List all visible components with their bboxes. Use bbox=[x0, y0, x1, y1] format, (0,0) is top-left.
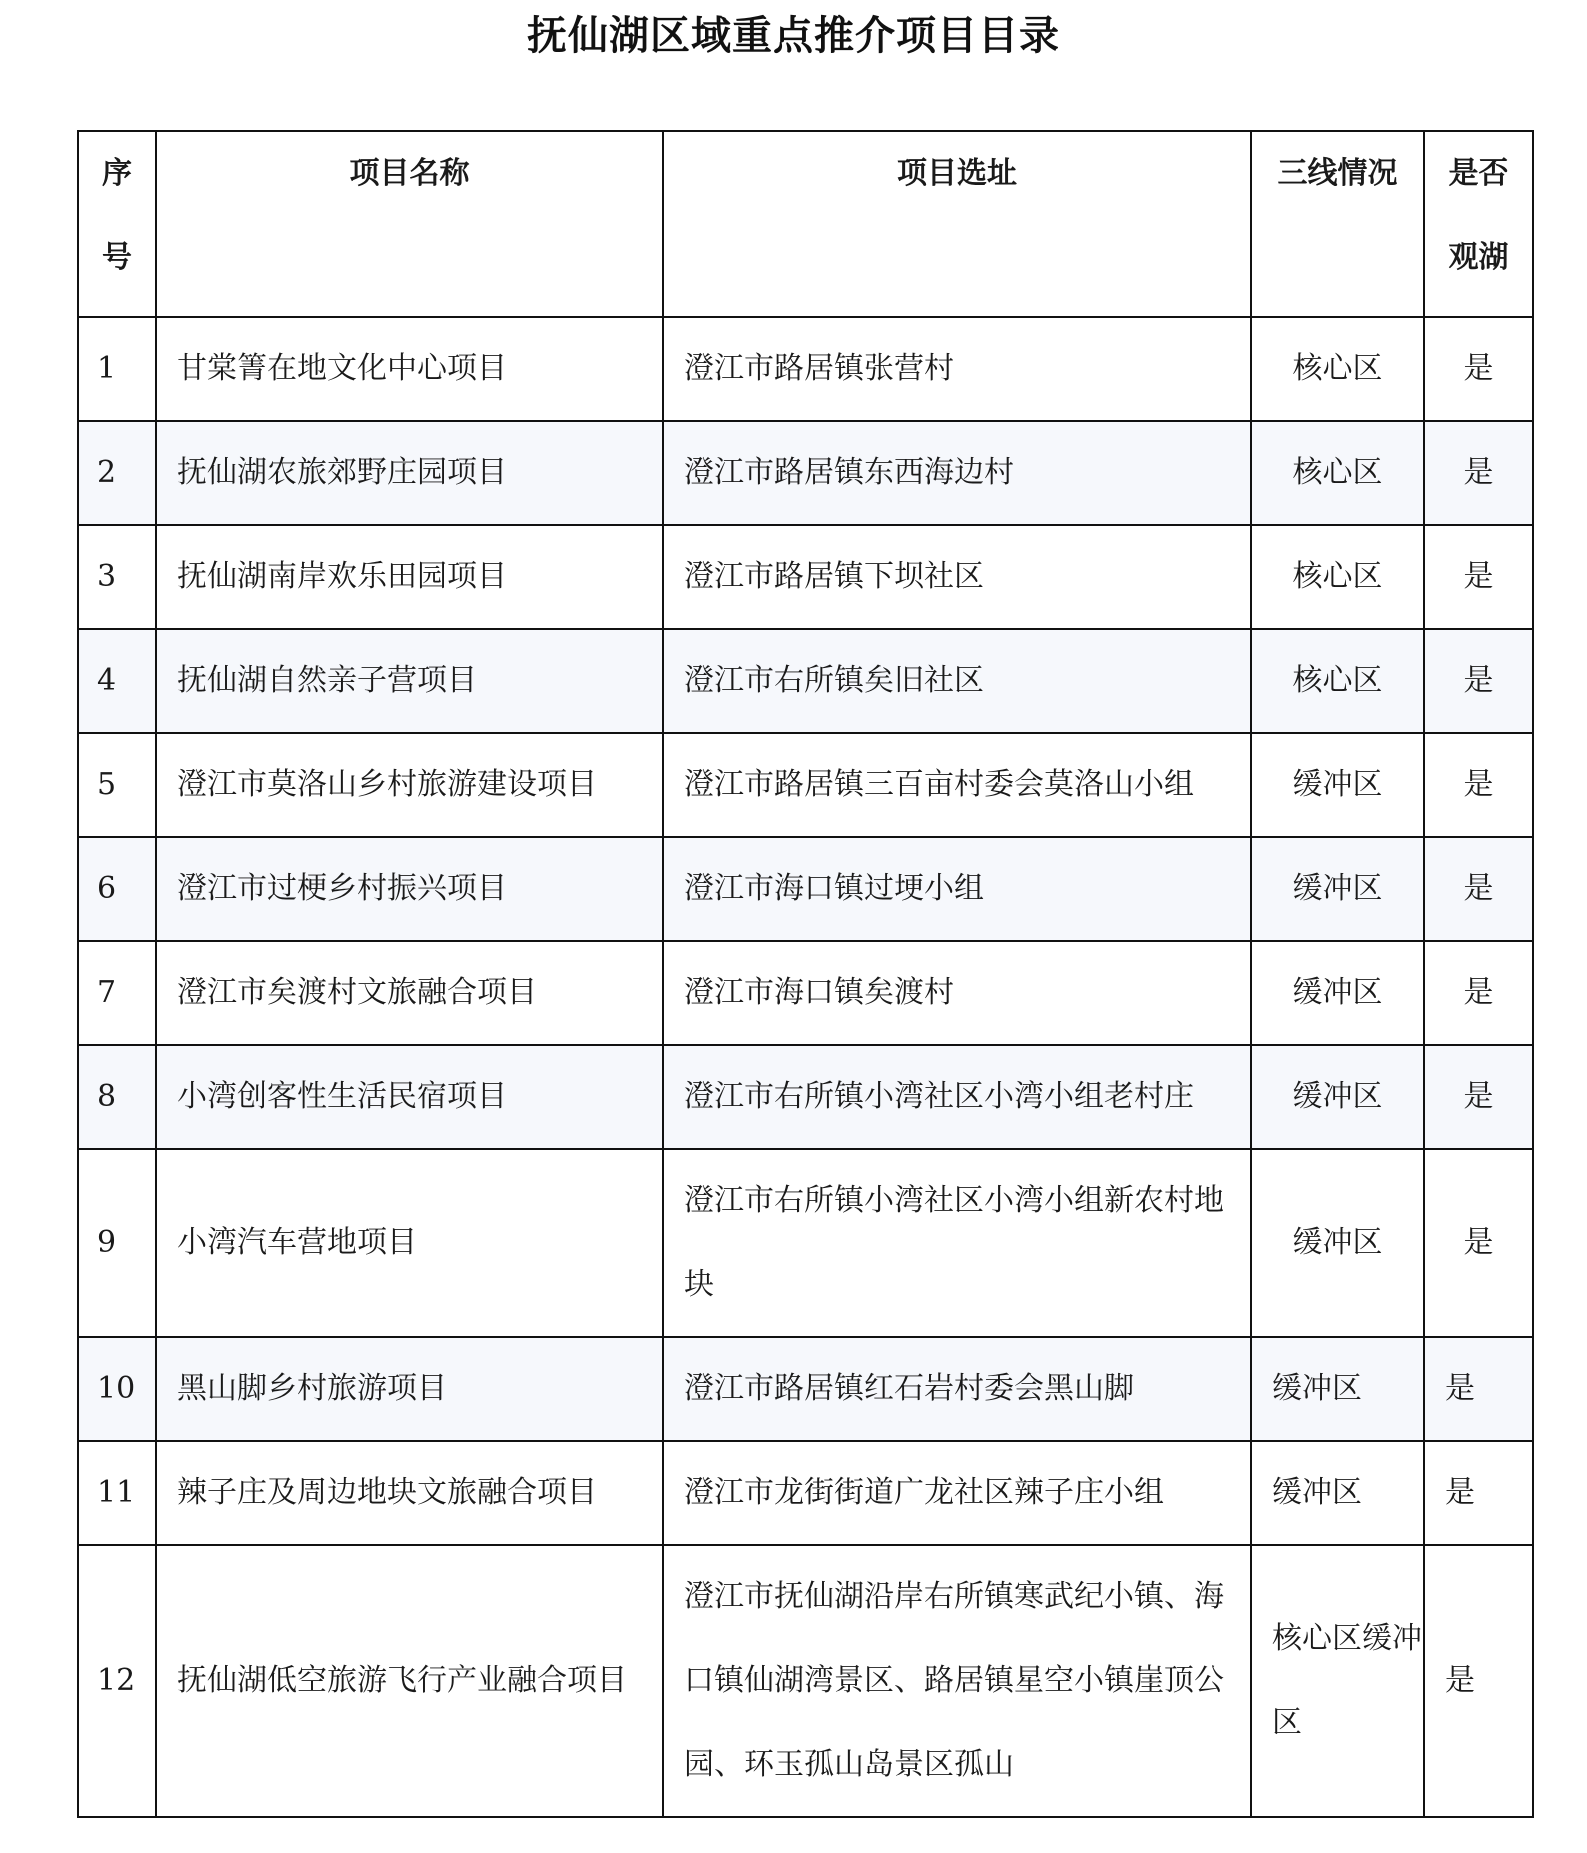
cell-serial-number: 8 bbox=[78, 1045, 156, 1149]
cell-three-line-status: 核心区 bbox=[1251, 421, 1424, 525]
cell-serial-number: 10 bbox=[78, 1337, 156, 1441]
header-lake-view bbox=[1424, 131, 1533, 317]
cell-serial-number: 12 bbox=[78, 1545, 156, 1817]
table-header-row bbox=[78, 131, 1533, 317]
cell-project-name: 黑山脚乡村旅游项目 bbox=[156, 1337, 663, 1441]
cell-three-line-status: 缓冲区 bbox=[1251, 1441, 1424, 1545]
cell-three-line-status: 缓冲区 bbox=[1251, 733, 1424, 837]
cell-lake-view: 是 bbox=[1424, 1149, 1533, 1337]
cell-project-name: 小湾创客性生活民宿项目 bbox=[156, 1045, 663, 1149]
table-row bbox=[78, 1149, 1533, 1337]
cell-project-site: 澄江市右所镇小湾社区小湾小组老村庄 bbox=[663, 1045, 1251, 1149]
cell-lake-view: 是 bbox=[1424, 629, 1533, 733]
table-row bbox=[78, 1545, 1533, 1817]
cell-serial-number: 4 bbox=[78, 629, 156, 733]
table-row bbox=[78, 629, 1533, 733]
cell-project-site: 澄江市路居镇三百亩村委会莫洛山小组 bbox=[663, 733, 1251, 837]
table-row bbox=[78, 837, 1533, 941]
table-row bbox=[78, 1045, 1533, 1149]
cell-three-line-status: 缓冲区 bbox=[1251, 1337, 1424, 1441]
header-serial-number bbox=[78, 131, 156, 317]
cell-project-name: 澄江市矣渡村文旅融合项目 bbox=[156, 941, 663, 1045]
cell-three-line-status: 核心区 bbox=[1251, 317, 1424, 421]
cell-project-name: 小湾汽车营地项目 bbox=[156, 1149, 663, 1337]
cell-project-site: 澄江市路居镇东西海边村 bbox=[663, 421, 1251, 525]
cell-lake-view: 是 bbox=[1424, 837, 1533, 941]
cell-project-site: 澄江市右所镇小湾社区小湾小组新农村地块 bbox=[663, 1149, 1251, 1337]
header-lake-view-line-2: 观湖 bbox=[1448, 240, 1509, 275]
table-row bbox=[78, 421, 1533, 525]
cell-serial-number: 7 bbox=[78, 941, 156, 1045]
table-row bbox=[78, 525, 1533, 629]
cell-three-line-status: 缓冲区 bbox=[1251, 1149, 1424, 1337]
header-lake-view-line-1: 是否 bbox=[1448, 156, 1509, 191]
cell-lake-view: 是 bbox=[1424, 941, 1533, 1045]
cell-three-line-status: 缓冲区 bbox=[1251, 1045, 1424, 1149]
cell-project-site: 澄江市右所镇矣旧社区 bbox=[663, 629, 1251, 733]
header-serial-line-2: 号 bbox=[102, 240, 132, 275]
cell-three-line-status: 核心区 bbox=[1251, 525, 1424, 629]
cell-project-site: 澄江市海口镇矣渡村 bbox=[663, 941, 1251, 1045]
cell-project-site: 澄江市路居镇下坝社区 bbox=[663, 525, 1251, 629]
cell-serial-number: 11 bbox=[78, 1441, 156, 1545]
cell-lake-view: 是 bbox=[1424, 1045, 1533, 1149]
table-row bbox=[78, 317, 1533, 421]
cell-lake-view: 是 bbox=[1424, 1545, 1533, 1817]
cell-project-name: 甘棠箐在地文化中心项目 bbox=[156, 317, 663, 421]
cell-lake-view: 是 bbox=[1424, 733, 1533, 837]
project-catalog-table bbox=[77, 130, 1534, 1818]
header-serial-line-1: 序 bbox=[102, 156, 132, 191]
cell-three-line-status: 缓冲区 bbox=[1251, 941, 1424, 1045]
cell-lake-view: 是 bbox=[1424, 421, 1533, 525]
cell-project-name: 澄江市过梗乡村振兴项目 bbox=[156, 837, 663, 941]
cell-serial-number: 2 bbox=[78, 421, 156, 525]
table-row bbox=[78, 1441, 1533, 1545]
cell-project-name: 抚仙湖低空旅游飞行产业融合项目 bbox=[156, 1545, 663, 1817]
page-title: 抚仙湖区域重点推介项目目录 bbox=[527, 13, 1060, 59]
cell-serial-number: 9 bbox=[78, 1149, 156, 1337]
cell-three-line-status: 缓冲区 bbox=[1251, 837, 1424, 941]
cell-serial-number: 5 bbox=[78, 733, 156, 837]
cell-project-site: 澄江市路居镇张营村 bbox=[663, 317, 1251, 421]
cell-project-site: 澄江市海口镇过埂小组 bbox=[663, 837, 1251, 941]
cell-project-site: 澄江市龙街街道广龙社区辣子庄小组 bbox=[663, 1441, 1251, 1545]
cell-three-line-status: 核心区 bbox=[1251, 629, 1424, 733]
cell-lake-view: 是 bbox=[1424, 1337, 1533, 1441]
cell-serial-number: 6 bbox=[78, 837, 156, 941]
cell-project-name: 辣子庄及周边地块文旅融合项目 bbox=[156, 1441, 663, 1545]
cell-project-name: 抚仙湖自然亲子营项目 bbox=[156, 629, 663, 733]
table-row bbox=[78, 733, 1533, 837]
cell-project-name: 澄江市莫洛山乡村旅游建设项目 bbox=[156, 733, 663, 837]
header-project-name: 项目名称 bbox=[156, 131, 663, 317]
cell-lake-view: 是 bbox=[1424, 525, 1533, 629]
cell-serial-number: 1 bbox=[78, 317, 156, 421]
table-row bbox=[78, 1337, 1533, 1441]
cell-lake-view: 是 bbox=[1424, 317, 1533, 421]
cell-project-site: 澄江市路居镇红石岩村委会黑山脚 bbox=[663, 1337, 1251, 1441]
cell-serial-number: 3 bbox=[78, 525, 156, 629]
cell-project-site: 澄江市抚仙湖沿岸右所镇寒武纪小镇、海口镇仙湖湾景区、路居镇星空小镇崖顶公园、环玉孤山岛景区孤山 bbox=[663, 1545, 1251, 1817]
cell-project-name: 抚仙湖南岸欢乐田园项目 bbox=[156, 525, 663, 629]
header-project-site: 项目选址 bbox=[663, 131, 1251, 317]
header-three-line-status: 三线情况 bbox=[1251, 131, 1424, 317]
cell-three-line-status: 核心区缓冲区 bbox=[1251, 1545, 1424, 1817]
table-row bbox=[78, 941, 1533, 1045]
cell-lake-view: 是 bbox=[1424, 1441, 1533, 1545]
cell-project-name: 抚仙湖农旅郊野庄园项目 bbox=[156, 421, 663, 525]
